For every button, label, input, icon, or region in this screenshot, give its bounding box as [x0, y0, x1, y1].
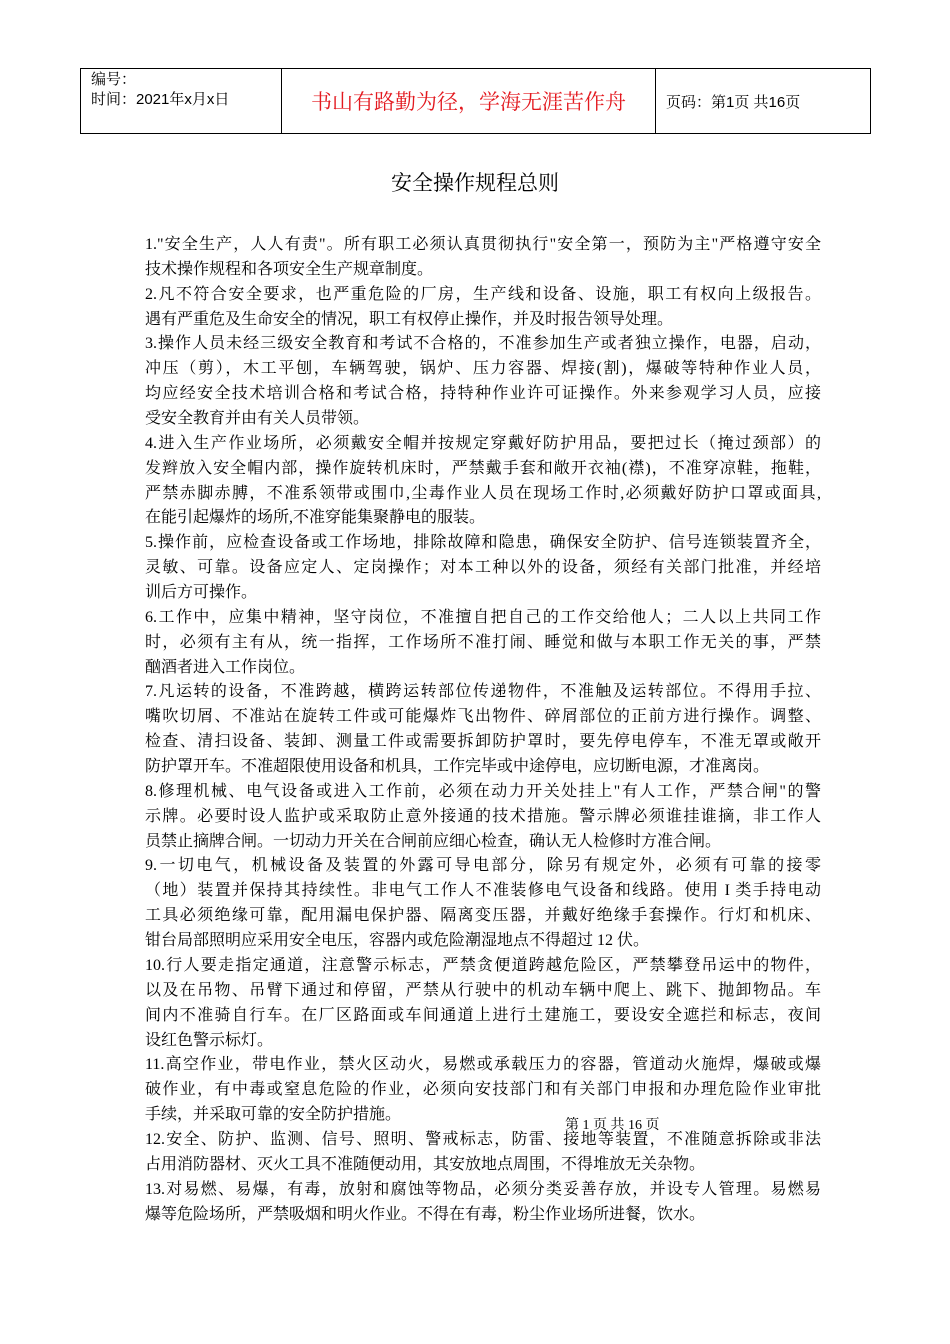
- paragraph-line: 破作业，有中毒或窒息危险的作业，必须向安技部门和有关部门申报和办理危险作业审批: [145, 1081, 821, 1099]
- paragraph-line: 2.凡不符合安全要求，也严重危险的厂房，生产线和设备、设施，职工有权向上级报告。: [145, 285, 821, 303]
- paragraph-line: 严禁赤脚赤膊，不准系领带或围巾,尘毒作业人员在现场工作时,必须戴好防护口罩或面具,: [145, 484, 821, 502]
- paragraph-line: 7.凡运转的设备，不准跨越，横跨运转部位传递物件，不准触及运转部位。不得用手拉、: [145, 683, 821, 701]
- paragraph-line: 防护罩开车。不准超限使用设备和机具，工作完毕或中途停电，应切断电源，才准离岗。: [145, 758, 770, 776]
- paragraph-line: 9.一切电气，机械设备及装置的外露可导电部分，除另有规定外，必须有可靠的接零: [145, 857, 821, 875]
- paragraph-line: 以及在吊物、吊臂下通过和停留，严禁从行驶中的机动车辆中爬上、跳下、抛卸物品。车: [145, 981, 821, 999]
- paragraph-line: 在能引起爆炸的场所,不准穿能集聚静电的服装。: [145, 509, 486, 527]
- paragraph-11: [145, 1053, 821, 1128]
- paragraph-1: [145, 233, 821, 283]
- paragraph-line: 均应经安全技术培训合格和考试合格，持特种作业许可证操作。外来参观学习人员，应接: [145, 385, 821, 403]
- paragraph-7: [145, 680, 821, 779]
- paragraph-line: 发辫放入安全帽内部，操作旋转机床时，严禁戴手套和敞开衣袖(襟)，不准穿凉鞋，拖鞋，: [145, 459, 821, 477]
- paragraph-line: 训后方可操作。: [145, 584, 258, 602]
- paragraph-line: 爆等危险场所，严禁吸烟和明火作业。不得在有毒，粉尘作业场所进餐，饮水。: [145, 1205, 706, 1223]
- paragraph-line: 遇有严重危及生命安全的情况，职工有权停止操作，并及时报告领导处理。: [145, 310, 674, 328]
- paragraph-line: 6.工作中，应集中精神，坚守岗位，不准擅自把自己的工作交给他人；二人以上共同工作: [145, 608, 821, 626]
- header-meta-cell: [81, 69, 282, 133]
- page-footer: 第 1 页 共 16 页: [565, 1118, 660, 1133]
- paragraph-line: 8.修理机械、电气设备或进入工作前，必须在动力开关处挂上"有人工作，严禁合闸"的警: [145, 782, 821, 800]
- document-date: 时间：2021年x月x日: [91, 91, 230, 108]
- paragraph-line: 灵敏、可靠。设备应定人、定岗操作；对本工种以外的设备，须经有关部门批准，并经培: [145, 559, 821, 577]
- paragraph-line: 间内不准骑自行车。在厂区路面或车间通道上进行土建施工，要设安全遮拦和标志，夜间: [145, 1006, 821, 1024]
- paragraph-8: [145, 780, 821, 855]
- paragraph-line: 钳台局部照明应采用安全电压，容器内或危险潮湿地点不得超过 12 伏。: [145, 932, 650, 950]
- paragraph-line: 3.操作人员未经三级安全教育和考试不合格的，不准参加生产或者独立操作，电器，启动，: [145, 335, 821, 353]
- header-motto: 书山有路勤为径，学海无涯苦作舟: [311, 91, 626, 114]
- paragraph-line: 受安全教育并由有关人员带领。: [145, 410, 370, 428]
- paragraph-line: 设红色警示标灯。: [145, 1031, 274, 1049]
- paragraph-line: 10.行人要走指定通道，注意警示标志，严禁贪便道跨越危险区，严禁攀登吊运中的物件，: [145, 956, 821, 974]
- paragraph-line: 工具必须绝缘可靠，配用漏电保护器、隔离变压器，并戴好绝缘手套操作。行灯和机床、: [145, 907, 821, 925]
- paragraph-line: 示牌。必要时设人监护或采取防止意外接通的技术措施。警示牌必须谁挂谁摘，非工作人: [145, 807, 821, 825]
- paragraph-3: [145, 332, 821, 431]
- header-page-cell: [656, 69, 870, 133]
- paragraph-line: 嘴吹切屑、不准站在旋转工件或可能爆炸飞出物件、碎屑部位的正前方进行操作。调整、: [145, 708, 821, 726]
- paragraph-line: 11.高空作业，带电作业，禁火区动火，易燃或承载压力的容器，管道动火施焊，爆破或爆: [145, 1056, 821, 1074]
- paragraph-line: 占用消防器材、灭火工具不准随便动用，其安放地点周围，不得堆放无关杂物。: [145, 1155, 706, 1173]
- paragraph-4: [145, 432, 821, 531]
- paragraph-line: 技术操作规程和各项安全生产规章制度。: [145, 260, 434, 278]
- paragraph-line: 冲压（剪），木工平刨，车辆驾驶，锅炉、压力容器、焊接(割)，爆破等特种作业人员，: [145, 360, 821, 378]
- paragraph-line: 1."安全生产，人人有责"。所有职工必须认真贯彻执行"安全第一，预防为主"严格遵守安全: [145, 236, 821, 253]
- header-page-info: 页码：第1页 共16页: [666, 93, 801, 111]
- document-title: 安全操作规程总则: [391, 171, 559, 195]
- paragraph-line: 4.进入生产作业场所，必须戴安全帽并按规定穿戴好防护用品，要把过长（掩过颈部）的: [145, 434, 821, 452]
- serial-number-label: 编号：: [91, 71, 137, 88]
- paragraph-line: 12.安全、防护、监测、信号、照明、警戒标志，防雷、接地等装置，不准随意拆除或非法: [145, 1130, 821, 1148]
- paragraph-line: 时，必须有主有从，统一指挥，工作场所不准打闹、睡觉和做与本职工作无关的事，严禁: [145, 633, 821, 651]
- paragraph-10: [145, 954, 821, 1053]
- header-table: [80, 68, 871, 134]
- paragraph-line: 员禁止摘牌合闸。一切动力开关在合闸前应细心检查，确认无人检修时方准合闸。: [145, 832, 722, 850]
- paragraph-line: 13.对易燃、易爆，有毒，放射和腐蚀等物品，必须分类妥善存放，并设专人管理。易燃易: [145, 1180, 821, 1198]
- paragraph-5: [145, 531, 821, 606]
- paragraph-13: [145, 1178, 821, 1228]
- paragraph-line: 手续，并采取可靠的安全防护措施。: [145, 1106, 402, 1124]
- paragraph-9: [145, 854, 821, 953]
- body-text: [145, 233, 821, 1227]
- paragraph-2: [145, 283, 821, 333]
- paragraph-12: [145, 1128, 821, 1178]
- paragraph-line: 5.操作前，应检查设备或工作场地，排除故障和隐患，确保安全防护、信号连锁装置齐全，: [145, 534, 821, 552]
- paragraph-6: [145, 606, 821, 681]
- paragraph-line: 检查、清扫设备、装卸、测量工件或需要拆卸防护罩时，要先停电停车，不准无罩或敞开: [145, 733, 821, 751]
- paragraph-line: （地）装置并保持其持续性。非电气工作人不准装修电气设备和线路。使用 I 类手持电动: [145, 882, 821, 900]
- paragraph-line: 酗酒者进入工作岗位。: [145, 658, 306, 676]
- header-motto-cell: [282, 69, 656, 133]
